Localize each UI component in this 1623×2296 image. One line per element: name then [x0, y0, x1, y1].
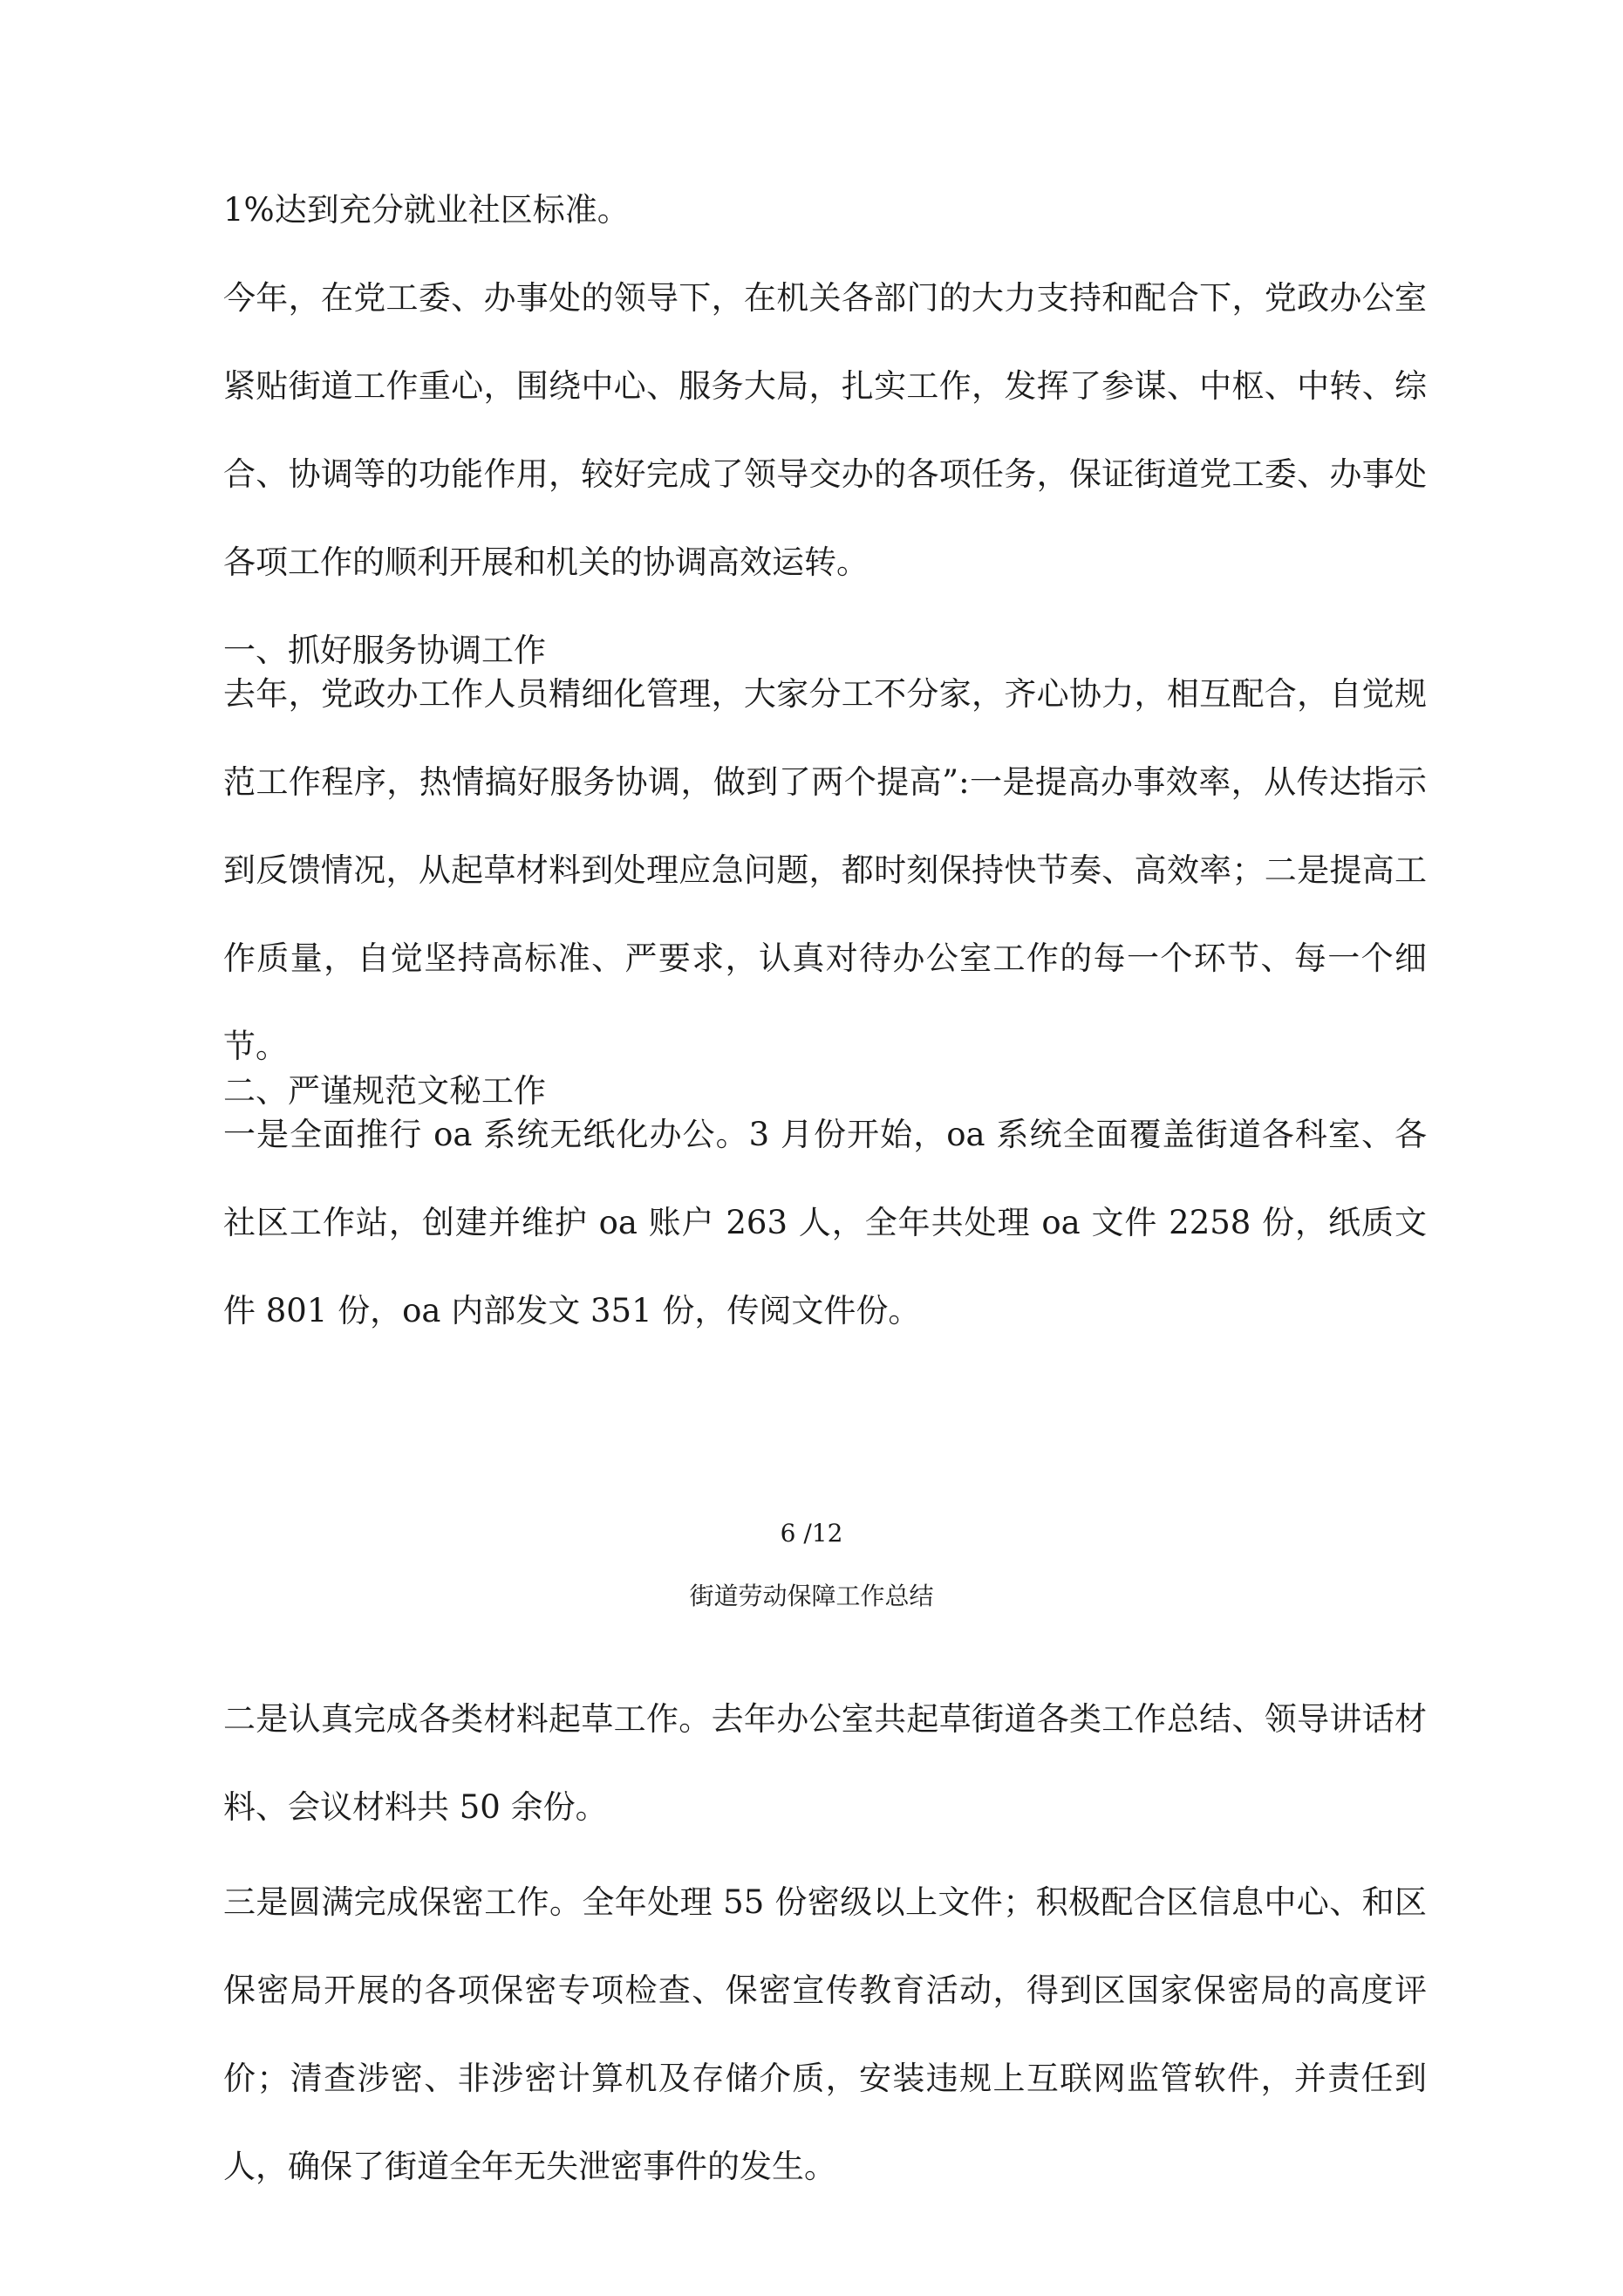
paragraph-employment-standard: 1%达到充分就业社区标准。: [223, 191, 630, 229]
paragraph-confidentiality-work: 三是圆满完成保密工作。全年处理 55 份密级以上文件；积极配合区信息中心、和区保密局开展的各项保密专项检查、保密宣传教育活动，得到区国家保密局的高度评价；清查涉密、非涉密计算机及存储介质，安装违规上互联网监管软件，并责任到人，确保了街道全年无失泄密事件的发生。: [223, 1883, 1427, 2185]
paragraph-service-coordination: 去年，党政办工作人员精细化管理，大家分工不分家，齐心协力，相互配合，自觉规范工作程序，热情搞好服务协调，做到了两个提高”:一是提高办事效率，从传达指示到反馈情况，从起草材料到处理应急问题，都时刻保持快节奏、高效率；二是提高工作质量，自觉坚持高标准、严要求，认真对待办公室工作的每一个环节、每一个细节。: [223, 675, 1427, 1065]
paragraph-office-overview: 今年，在党工委、办事处的领导下，在机关各部门的大力支持和配合下，党政办公室紧贴街道工作重心，围绕中心、服务大局，扎实工作，发挥了参谋、中枢、中转、综合、协调等的功能作用，较好完成了领导交办的各项任务，保证街道党工委、办事处各项工作的顺利开展和机关的协调高效运转。: [223, 279, 1427, 581]
section-heading-secretarial-work: 二、严谨规范文秘工作: [223, 1072, 546, 1110]
page-number: 6 /12: [780, 1519, 843, 1548]
paragraph-material-drafting: 二是认真完成各类材料起草工作。去年办公室共起草街道各类工作总结、领导讲话材料、会议材料共 50 余份。: [223, 1700, 1427, 1826]
paragraph-oa-system: 一是全面推行 oa 系统无纸化办公。3 月份开始，oa 系统全面覆盖街道各科室、各社区工作站，创建并维护 oa 账户 263 人，全年共处理 oa 文件 2258 份，纸质文件 801 份，oa 内部发文 351 份，传阅文件份。: [223, 1116, 1427, 1329]
section-heading-service-coordination: 一、抓好服务协调工作: [223, 632, 546, 669]
running-title: 街道劳动保障工作总结: [689, 1582, 934, 1610]
